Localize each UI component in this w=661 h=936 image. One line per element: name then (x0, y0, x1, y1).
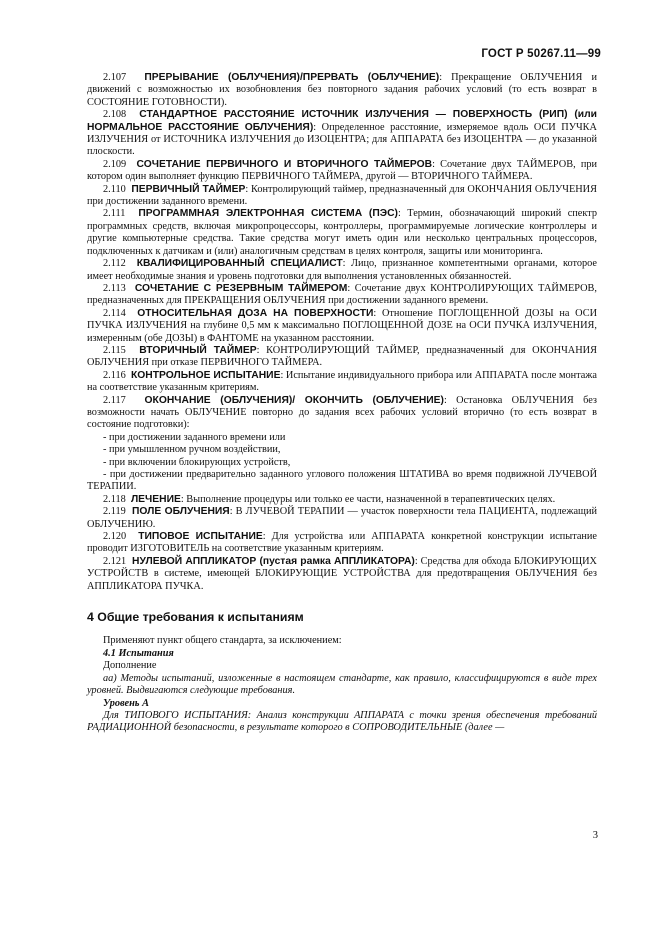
term: ОКОНЧАНИЕ (ОБЛУЧЕНИЯ)/ ОКОНЧИТЬ (ОБЛУЧЕНИЕ) (144, 394, 444, 406)
term: КВАЛИФИЦИРОВАННЫЙ СПЕЦИАЛИСТ (136, 258, 343, 270)
term: ПРЕРЫВАНИЕ (ОБЛУЧЕНИЯ)/ПРЕРВАТЬ (ОБЛУЧЕНИЕ) (144, 72, 440, 83)
definition-2-112 (87, 258, 597, 283)
clause-number: 2.112 (103, 258, 126, 270)
page-number: 3 (592, 830, 598, 841)
clause-number: 2.121 (103, 555, 127, 567)
paragraph-level-a: Для ТИПОВОГО ИСПЫТАНИЯ: Анализ конструкции АППАРАТА с точки зрения обеспечения требований РАДИАЦИОННОЙ безопасности, в результате которого в СОПРОВОДИТЕЛЬНЫЕ (далее — (87, 709, 597, 734)
clause-number: 2.118 (103, 493, 126, 505)
definition-2-109 (87, 159, 597, 184)
definition-text: : Лицо, признанное компетентными органами, которое имеет необходимые знания и уровень подготовки для выполнения установленных обязанностей. (87, 258, 597, 282)
clause-number: 2.109 (103, 158, 127, 170)
definition-text: : Термин, обозначающий широкий спектр программных средств, включая микропроцессоры, контроллеры, программируемые логические контроллеры и другие компьютерные средства. Такие средства могут иметь один или несколько центральных процессоров, подключенных к датчикам и (или) аналогичным средствам в целях контроля, защиты или мониторинга. (87, 208, 598, 257)
definition-2-110 (87, 184, 597, 209)
term: СОЧЕТАНИЕ С РЕЗЕРВНЫМ ТАЙМЕРОМ (134, 282, 348, 294)
clause-number: 2.110 (103, 183, 126, 195)
definition-2-111 (87, 208, 597, 258)
definition-2-115 (87, 345, 597, 370)
list-item: - при достижении предварительно заданного углового положения ШТАТИВА во время подвижной ЛУЧЕВОЙ ТЕРАПИИ. (87, 469, 597, 493)
term: КОНТРОЛЬНОЕ ИСПЫТАНИЕ (131, 369, 281, 381)
definition-2-120 (87, 531, 597, 556)
clause-number: 2.120 (103, 531, 127, 543)
definition-2-113 (87, 283, 597, 308)
clause-number: 2.107 (103, 72, 127, 83)
definition-text: : В ЛУЧЕВОЙ ТЕРАПИИ — участок поверхности тела ПАЦИЕНТА, подлежащий ОБЛУЧЕНИЮ. (87, 506, 597, 530)
list-item: - при умышленном ручном воздействии, (103, 444, 281, 456)
definition-text: : Для устройства или АППАРАТА конкретной конструкции испытание проводит ИЗГОТОВИТЕЛЬ на соответствие указанным критериям. (87, 531, 597, 555)
list-item: - при включении блокирующих устройств, (103, 456, 291, 468)
term: ПЕРВИЧНЫЙ ТАЙМЕР (131, 183, 246, 195)
definition-text: : Испытание индивидуального прибора или АППАРАТА после монтажа на соответствие указанным критериям. (87, 369, 597, 394)
section-4-intro: Применяют пункт общего стандарта, за исключением: (103, 635, 342, 647)
definition-text: : Сочетание двух КОНТРОЛИРУЮЩИХ ТАЙМЕРОВ, предназначенных для ПРЕКРАЩЕНИЯ ОБЛУЧЕНИЯ при достижении заданного времени. (87, 282, 597, 307)
definition-text: : Остановка ОБЛУЧЕНИЯ без возможности начать ОБЛУЧЕНИЕ повторно до задания всех рабочих условий вторично (то есть возврат в состояние подготовки): (87, 394, 597, 431)
level-a-heading: Уровень А (103, 697, 149, 709)
clause-number: 2.119 (103, 506, 126, 518)
clause-number: 2.115 (103, 344, 126, 356)
page-header-standard-id: ГОСТ Р 50267.11—99 (481, 48, 601, 60)
term: ОТНОСИТЕЛЬНАЯ ДОЗА НА ПОВЕРХНОСТИ (137, 307, 374, 319)
term: ПОЛЕ ОБЛУЧЕНИЯ (131, 506, 230, 518)
definition-text: : Прекращение ОБЛУЧЕНИЯ и движений с возможностью их возобновления без повторного задания рабочих условий (то есть возврат в СОСТОЯНИЕ ГОТОВНОСТИ). (87, 72, 597, 108)
definition-text: : Контролирующий таймер, предназначенный для ОКОНЧАНИЯ ОБЛУЧЕНИЯ при достижении заданного времени. (87, 183, 597, 208)
definition-2-121 (87, 556, 597, 593)
definition-2-114 (87, 308, 597, 345)
definition-2-116 (87, 370, 597, 395)
definition-text: : Сочетание двух ТАЙМЕРОВ, при котором один выполняет функцию ПЕРВИЧНОГО ТАЙМЕРА, другой — ВТОРИЧНОГО ТАЙМЕРА. (87, 158, 597, 183)
list-item: - при достижении заданного времени или (103, 431, 286, 443)
clause-number: 2.114 (103, 307, 126, 319)
definition-2-117 (87, 395, 597, 432)
definition-2-119 (87, 506, 597, 531)
clause-number: 2.111 (103, 208, 126, 220)
term: СОЧЕТАНИЕ ПЕРВИЧНОГО И ВТОРИЧНОГО ТАЙМЕРОВ (136, 158, 433, 170)
section-4-heading: 4 Общие требования к испытаниям (87, 610, 304, 625)
definition-text: : КОНТРОЛИРУЮЩИЙ ТАЙМЕР, предназначенный для ОКОНЧАНИЯ ОБЛУЧЕНИЯ при отказе ПЕРВИЧНОГО ТАЙМЕРА. (87, 344, 597, 369)
definition-text: : Средства для обхода БЛОКИРУЮЩИХ УСТРОЙСТВ в системе, имеющей БЛОКИРУЮЩИЕ УСТРОЙСТВА для предотвращения ОБЛУЧЕНИЯ без АППЛИКАТОРА ПУЧКА. (87, 555, 597, 592)
term: ЛЕЧЕНИЕ (130, 493, 181, 505)
document-body (87, 72, 597, 735)
term: СТАНДАРТНОЕ РАССТОЯНИЕ ИСТОЧНИК ИЗЛУЧЕНИЯ — ПОВЕРХНОСТЬ (РИП) (или НОРМАЛЬНОЕ РАССТОЯНИЕ ОБЛУЧЕНИЯ) (87, 109, 597, 133)
termination-conditions-list (87, 432, 597, 494)
definition-text: : Выполнение процедуры или только ее части, назначенной в терапевтических целях. (180, 493, 556, 505)
definition-2-108 (87, 109, 597, 159)
definition-text: : Отношение ПОГЛОЩЕННОЙ ДОЗЫ на ОСИ ПУЧКА ИЗЛУЧЕНИЯ на глубине 0,5 мм к максимально ПОГЛОЩЕННОЙ ДОЗЕ на ОСИ ПУЧКА ИЗЛУЧЕНИЯ, измеренным (обе ДОЗЫ) в ФАНТОМЕ на указанном расстоянии. (87, 307, 598, 344)
clause-number: 2.108 (103, 109, 127, 121)
clause-number: 2.116 (103, 369, 126, 381)
subsection-4-1-heading: 4.1 Испытания (103, 647, 174, 659)
definition-text: : Определенное расстояние, измеряемое вдоль ОСИ ПУЧКА ИЗЛУЧЕНИЯ от ИСТОЧНИКА ИЗЛУЧЕНИЯ до ИЗОЦЕНТРА; для АППАРАТА без ИЗОЦЕНТРА — до указанной плоскости. (87, 121, 597, 158)
definition-2-118 (87, 494, 597, 506)
term: ВТОРИЧНЫЙ ТАЙМЕР (139, 344, 257, 356)
definition-2-107 (87, 72, 597, 109)
clause-number: 2.113 (103, 282, 126, 294)
term: ТИПОВОЕ ИСПЫТАНИЕ (138, 531, 263, 543)
addition-label: Дополнение (103, 660, 157, 672)
paragraph-aa: аа) Методы испытаний, изложенные в настоящем стандарте, как правило, классифицируются в виде трех уровней. Выдвигаются следующие требования. (87, 672, 597, 697)
term: ПРОГРАММНАЯ ЭЛЕКТРОННАЯ СИСТЕМА (ПЭС) (138, 208, 398, 220)
term: НУЛЕВОЙ АППЛИКАТОР (пустая рамка АППЛИКАТОРА) (132, 555, 415, 567)
clause-number: 2.117 (103, 394, 126, 406)
